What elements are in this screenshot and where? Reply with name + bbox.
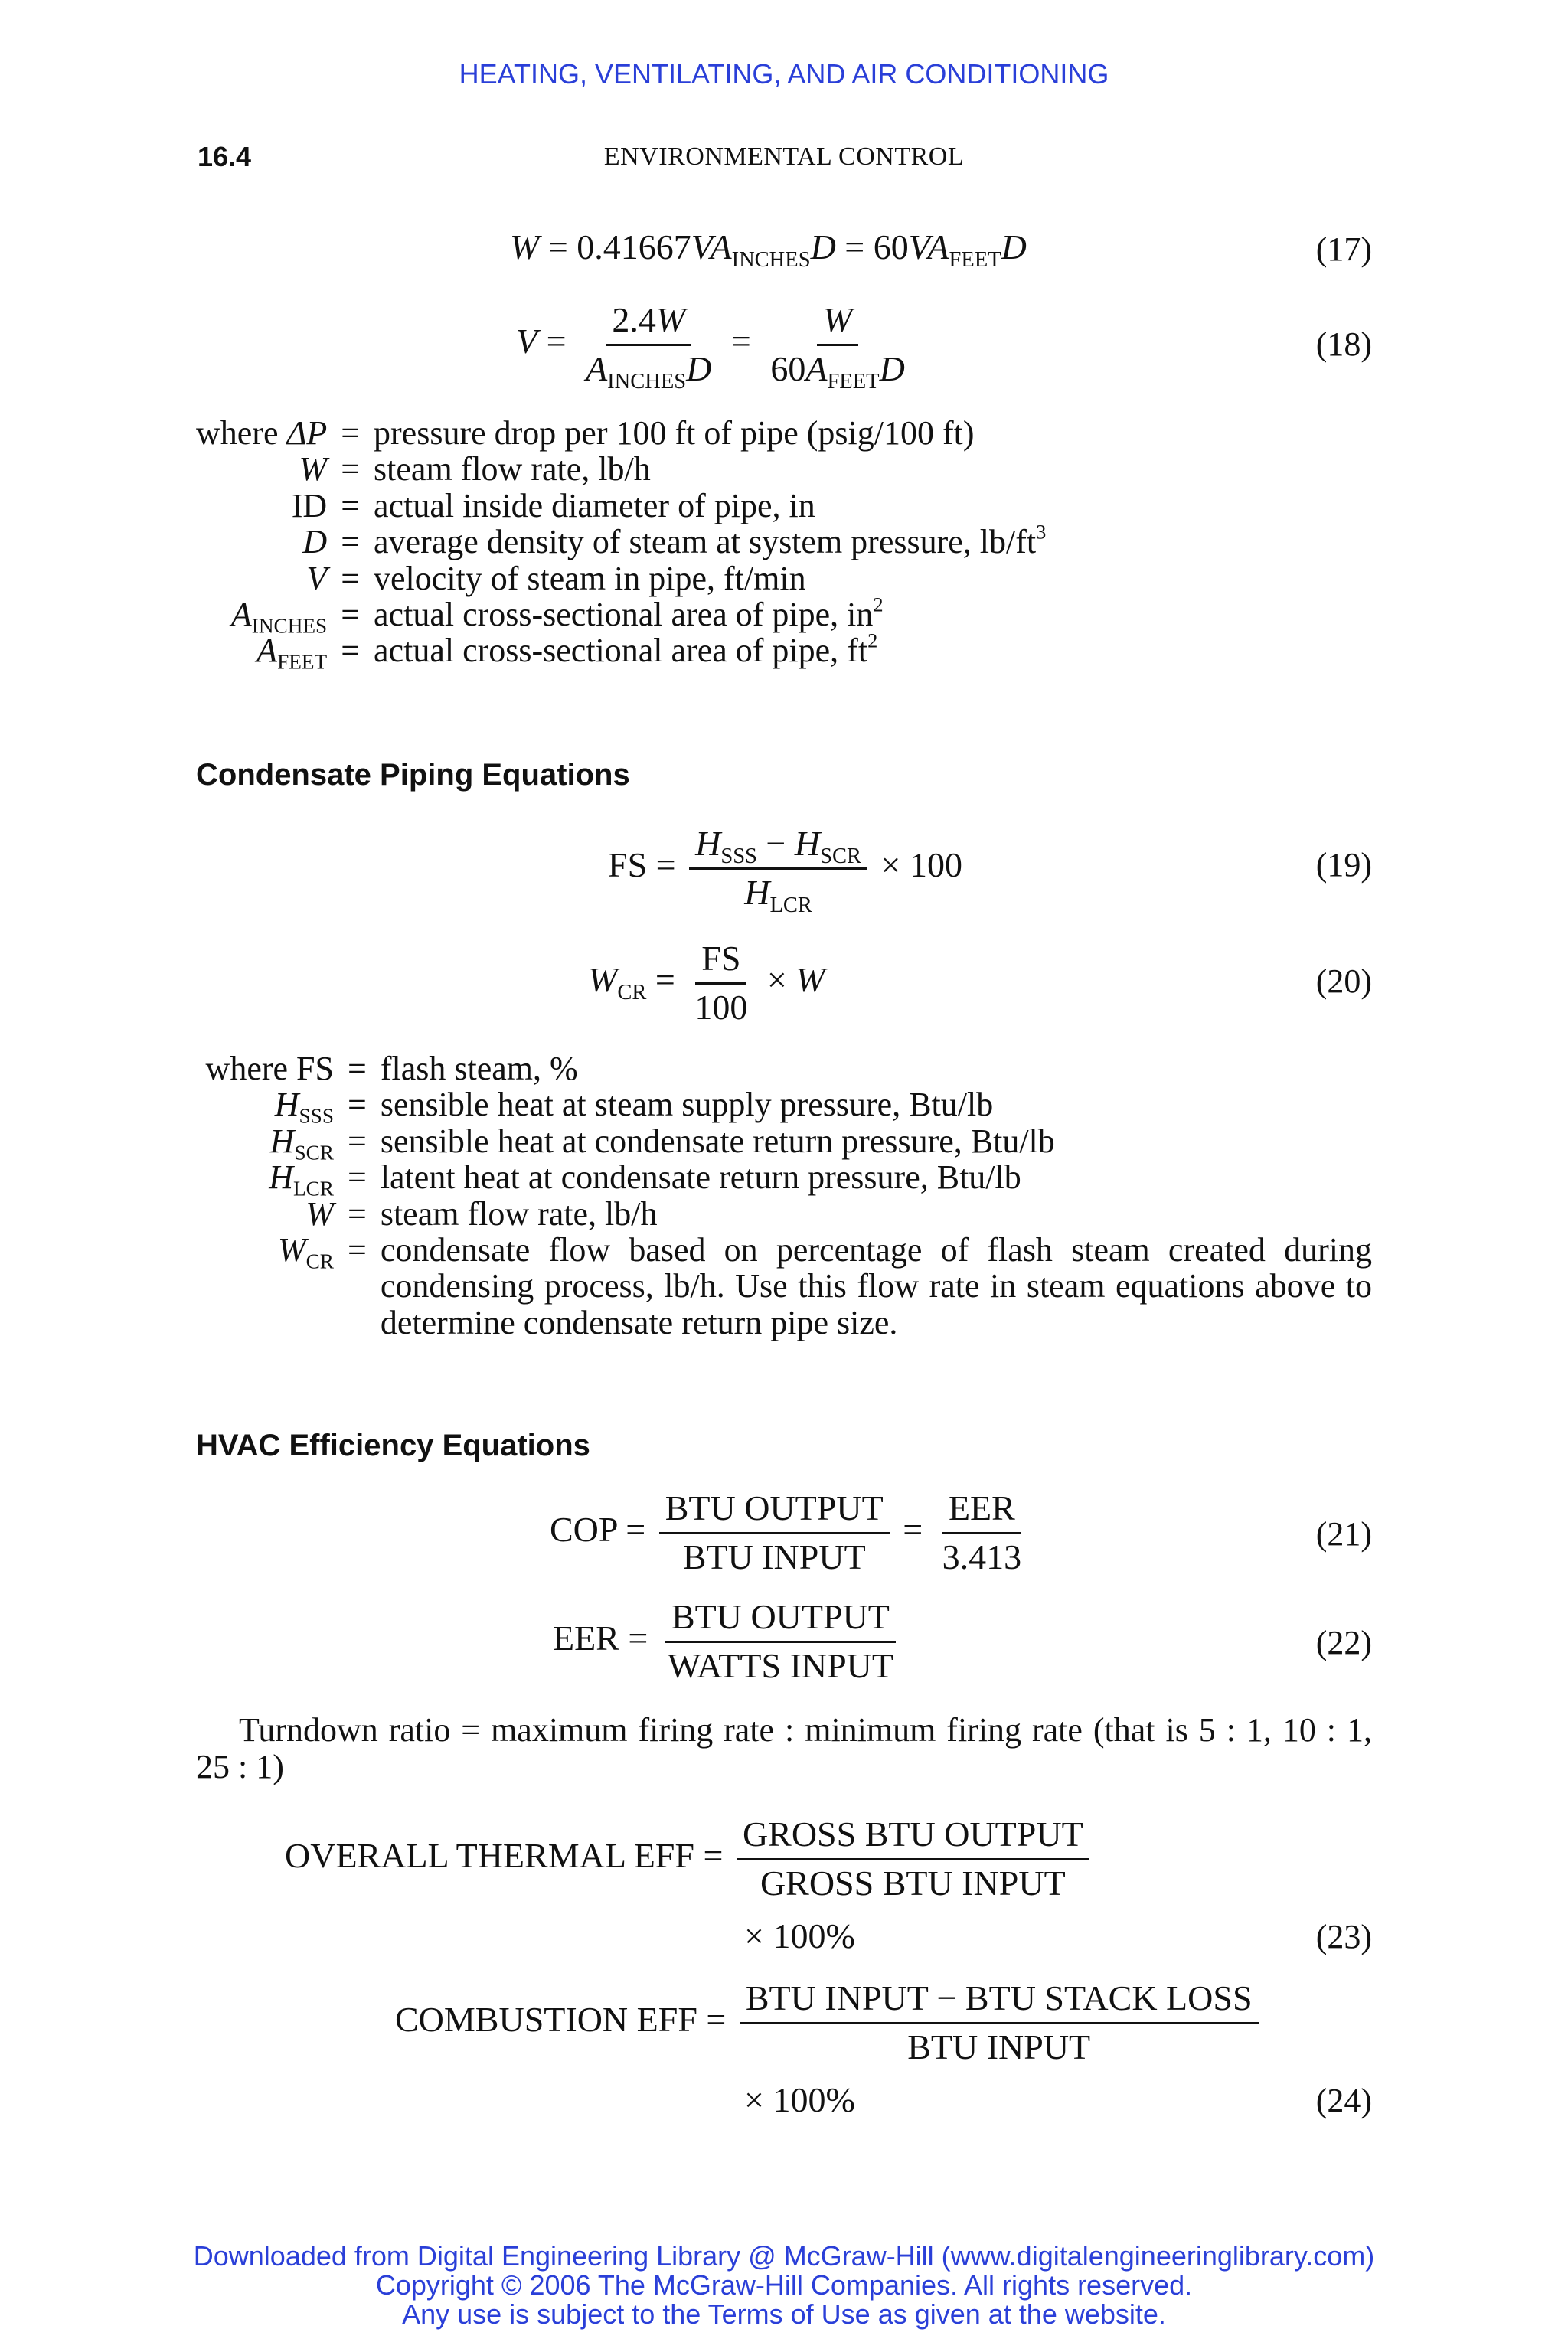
equation-24: COMBUSTION EFF = $\frac{\text{BTU INPUT − BTU STACK LOSS}}{\text{BTU INPUT}}$ (395, 1978, 1263, 2068)
footer-download-link[interactable]: Downloaded from Digital Engineering Library @ McGraw-Hill (www.digitalengineeringlibrary.com) (193, 2240, 1375, 2272)
definition-row: where ΔP = pressure drop per 100 ft of pipe (psig/100 ft) (196, 414, 975, 452)
definition-row: $A_{FEET}$ = actual cross-sectional area of pipe, $ft^2$ (256, 629, 878, 674)
turndown-ratio-paragraph: Turndown ratio = maximum firing rate : minimum firing rate (that is 5 : 1, 10 : 1, 25 : 1) (196, 1711, 1372, 1785)
definition-row: ID = actual inside diameter of pipe, in (291, 486, 815, 524)
equation-19: FS = $\frac{H_{SSS} - H_{SCR}}{H_{LCR}}$ × 100 (608, 824, 962, 917)
definition-row: $H_{SSS}$ = sensible heat at steam supply pressure, Btu/lb (274, 1086, 994, 1128)
running-title: HEATING, VENTILATING, AND AIR CONDITIONING (459, 58, 1109, 90)
equation-number-20: (20) (1315, 962, 1372, 1000)
equation-23-multiplier: × 100% (744, 1916, 855, 1955)
equation-number-18: (18) (1315, 325, 1372, 363)
footer-copyright: Copyright © 2006 The McGraw-Hill Companies. All rights reserved. (375, 2269, 1193, 2301)
footer-terms: Any use is subject to the Terms of Use as given at the website. (402, 2298, 1166, 2330)
definition-row: D = average density of steam at system pressure, $lb/ft^3$ (302, 520, 1047, 561)
page-number: 16.4 (198, 141, 252, 172)
equation-number-22: (22) (1315, 1624, 1372, 1661)
equation-number-21: (21) (1315, 1515, 1372, 1553)
equation-number-24: (24) (1315, 2082, 1372, 2119)
equation-number-19: (19) (1315, 846, 1372, 884)
definition-row: $A_{INCHES}$ = actual cross-sectional area of pipe, $in^2$ (230, 593, 884, 638)
equation-23: OVERALL THERMAL EFF = $\frac{\text{GROSS BTU OUTPUT}}{\text{GROSS BTU INPUT}}$ (285, 1815, 1094, 1904)
equation-20: $W_{CR}$ = $\frac{FS}{100}$ × W (588, 939, 825, 1027)
steam-variable-definitions (196, 414, 1047, 674)
equation-number-23: (23) (1315, 1918, 1372, 1955)
equation-number-17: (17) (1315, 230, 1372, 268)
section-heading-efficiency: HVAC Efficiency Equations (196, 1429, 590, 1462)
equation-21: COP = $\frac{\text{BTU OUTPUT}}{\text{BTU INPUT}}$ = $\frac{\text{EER}}{3.413}$ (550, 1488, 1022, 1576)
section-heading-condensate: Condensate Piping Equations (196, 758, 630, 792)
definition-row: $H_{LCR}$ = latent heat at condensate return pressure, Btu/lb (269, 1158, 1021, 1200)
equation-17: $W = 0.41667VA_{INCHES}D = 60VA_{FEET}D$ (510, 227, 1027, 272)
chapter-title: ENVIRONMENTAL CONTROL (603, 142, 965, 171)
equation-22: EER = $\frac{\text{BTU OUTPUT}}{\text{WATTS INPUT}}$ (553, 1597, 904, 1687)
definition-row: $W_{CR}$ = condensate flow based on percentage of flash steam created during condensing process, lb/h. Use this flow rate in steam equations above to determine condensate return pipe size. (277, 1231, 1372, 1341)
definition-row: where FS = flash steam, % (205, 1050, 578, 1087)
definition-row: $H_{SCR}$ = sensible heat at condensate return pressure, Btu/lb (270, 1122, 1055, 1165)
definition-row: W = steam flow rate, lb/h (305, 1194, 658, 1233)
condensate-variable-definitions (196, 1050, 1372, 1341)
definition-row: V = velocity of steam in pipe, ft/min (306, 559, 806, 597)
equation-24-multiplier: × 100% (744, 2080, 855, 2119)
equation-18: V = $\frac{2.4W}{A_{INCHES}D}$ = $\frac{W}{60A_{FEET}D}$ (516, 300, 905, 394)
footer-notice (0, 2242, 1568, 2329)
definition-row: W = steam flow rate, lb/h (299, 450, 651, 488)
